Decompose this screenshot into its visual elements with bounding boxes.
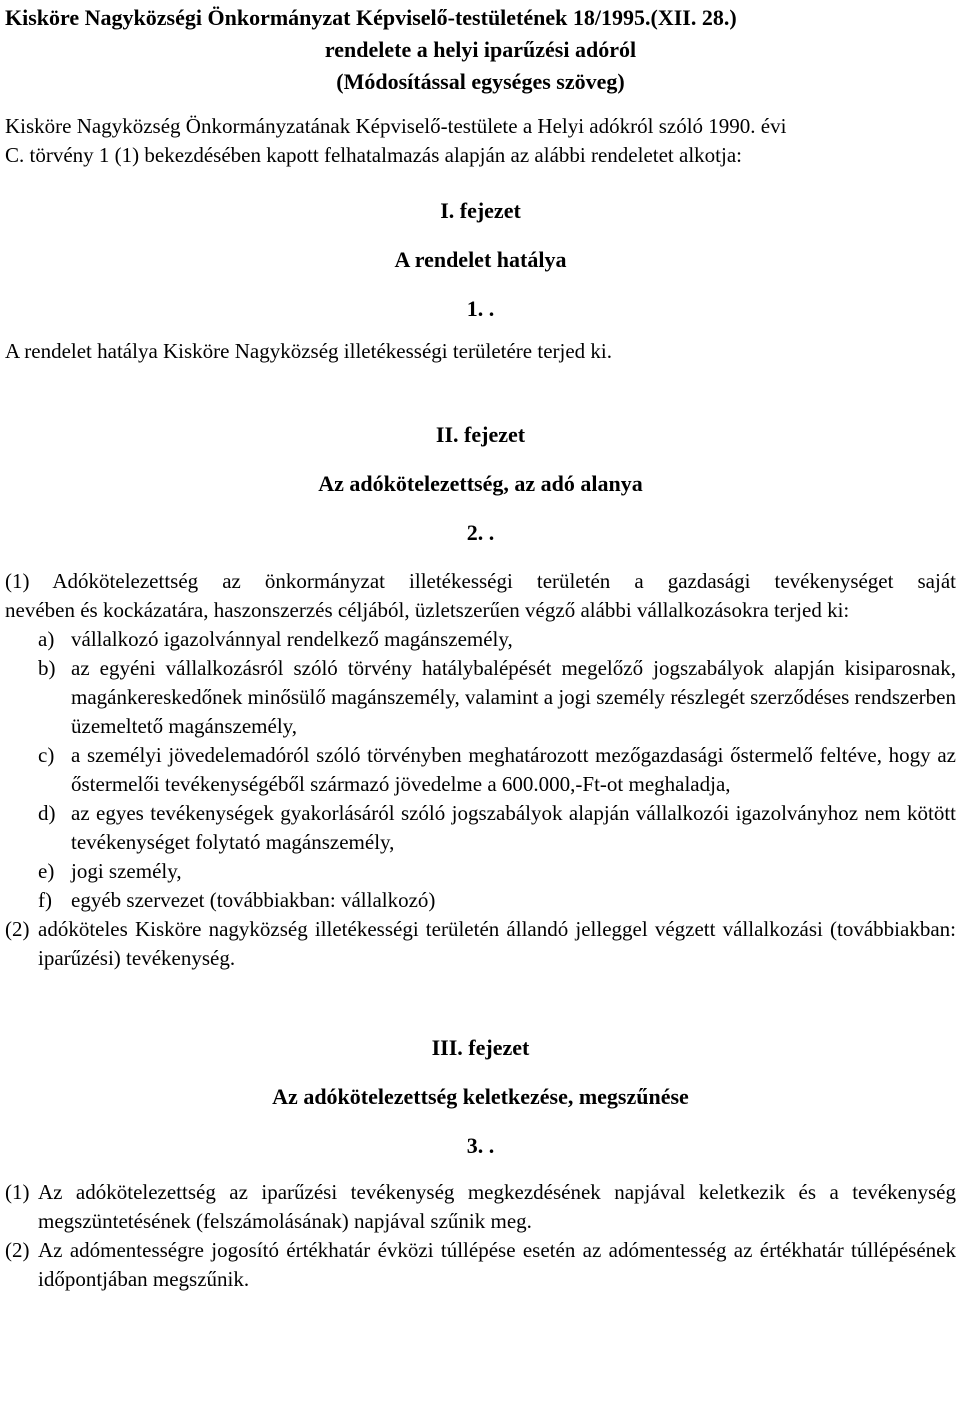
list-item-text: egyéb szervezet (továbbiakban: vállalkozó): [71, 888, 436, 912]
chapter-2-heading: Az adókötelezettség, az adó alanya: [318, 471, 643, 496]
paragraph-text: adóköteles Kisköre nagyközség illetékességi területén állandó jelleggel végzett vállalkozási (továbbiakban: iparűzési) tevékenység.: [38, 917, 956, 970]
chapter-3-title: III. fejezet: [431, 1035, 530, 1060]
section-3-paragraph-2: [5, 1236, 956, 1294]
list-item: [5, 741, 956, 799]
list-item: [5, 857, 956, 886]
chapter-2-title: II. fejezet: [435, 422, 526, 447]
paragraph-text: Az adómentességre jogosító értékhatár évközi túllépése esetén az adómentesség az értékhatár túllépésének időpontjában megszűnik.: [38, 1238, 956, 1291]
chapter-1-heading: A rendelet hatálya: [394, 247, 567, 272]
section-2-p1-first-line: [5, 567, 956, 596]
preamble-line-2: C. törvény 1 (1) bekezdésében kapott felhatalmazás alapján az alábbi rendeletet alkotja:: [5, 143, 742, 167]
paragraph-text: Az adókötelezettség az iparűzési tevékenység megkezdésének napjával keletkezik és a tevékenység megszüntetésének (felszámolásának) napjával szűnik meg.: [38, 1180, 956, 1233]
title-line-2: rendelete a helyi iparűzési adóról: [324, 37, 637, 62]
list-item-label: b): [38, 656, 56, 680]
paragraph-label: (1): [5, 1180, 30, 1204]
list-item-label: f): [38, 888, 52, 912]
list-item-text: vállalkozó igazolvánnyal rendelkező magánszemély,: [71, 627, 513, 651]
document-page: [5, 0, 956, 1294]
paragraph-label: (2): [5, 1238, 30, 1262]
section-3-paragraph-1: [5, 1178, 956, 1236]
section-2-p1-continuation: nevében és kockázatára, haszonszerzés céljából, üzletszerűen végző alábbi vállalkozásokra terjed ki:: [5, 598, 850, 622]
list-item-label: a): [38, 627, 55, 651]
list-item-label: d): [38, 801, 56, 825]
list-item-text: az egyéni vállalkozásról szóló törvény hatálybalépését megelőző jogszabályok alapján kisiparosnak, magánkereskedőnek minősülő magánszemély, valamint a jogi személy részlegét szerződéses rendszerben üzemeltető magánszemély,: [71, 656, 956, 738]
list-item-text: jogi személy,: [71, 859, 182, 883]
list-item: [5, 625, 956, 654]
list-item: [5, 886, 956, 915]
list-item: [5, 654, 956, 741]
title-line-1: Kisköre Nagyközségi Önkormányzat Képviselő-testületének 18/1995.(XII. 28.): [5, 5, 737, 30]
section-2-paragraph-1: [5, 567, 956, 625]
list-item-label: c): [38, 743, 55, 767]
section-2-list: [5, 625, 956, 915]
section-2-number: 2. .: [466, 520, 495, 545]
title-line-3: (Módosítással egységes szöveg): [336, 69, 625, 94]
list-item: [5, 799, 956, 857]
chapter-1-title: I. fejezet: [440, 198, 521, 223]
chapter-3-heading: Az adókötelezettség keletkezése, megszűnése: [272, 1084, 689, 1109]
paragraph-text: Adókötelezettség az önkormányzat illetékességi területén a gazdasági tevékenységet saját: [52, 569, 956, 593]
preamble-line-1: Kisköre Nagyközség Önkormányzatának Képviselő-testülete a Helyi adókról szóló 1990. évi: [5, 114, 787, 138]
preamble: [5, 112, 956, 170]
paragraph-label: (2): [5, 917, 30, 941]
list-item-text: az egyes tevékenységek gyakorlásáról szóló jogszabályok alapján vállalkozói igazolványhoz nem kötött tevékenységet folytató magánszemély,: [71, 801, 956, 854]
section-3-number: 3. .: [466, 1133, 495, 1158]
document-title: [5, 2, 956, 98]
section-1-text: A rendelet hatálya Kisköre Nagyközség illetékességi területére terjed ki.: [5, 339, 613, 363]
list-item-text: a személyi jövedelemadóról szóló törvényben meghatározott mezőgazdasági őstermelő feltéve, hogy az őstermelői tevékenységéből származó jövedelme a 600.000,-Ft-ot meghaladja,: [71, 743, 956, 796]
list-item-label: e): [38, 859, 55, 883]
section-2-paragraph-2: [5, 915, 956, 973]
paragraph-label: (1): [5, 569, 30, 593]
section-1-number: 1. .: [466, 296, 495, 321]
